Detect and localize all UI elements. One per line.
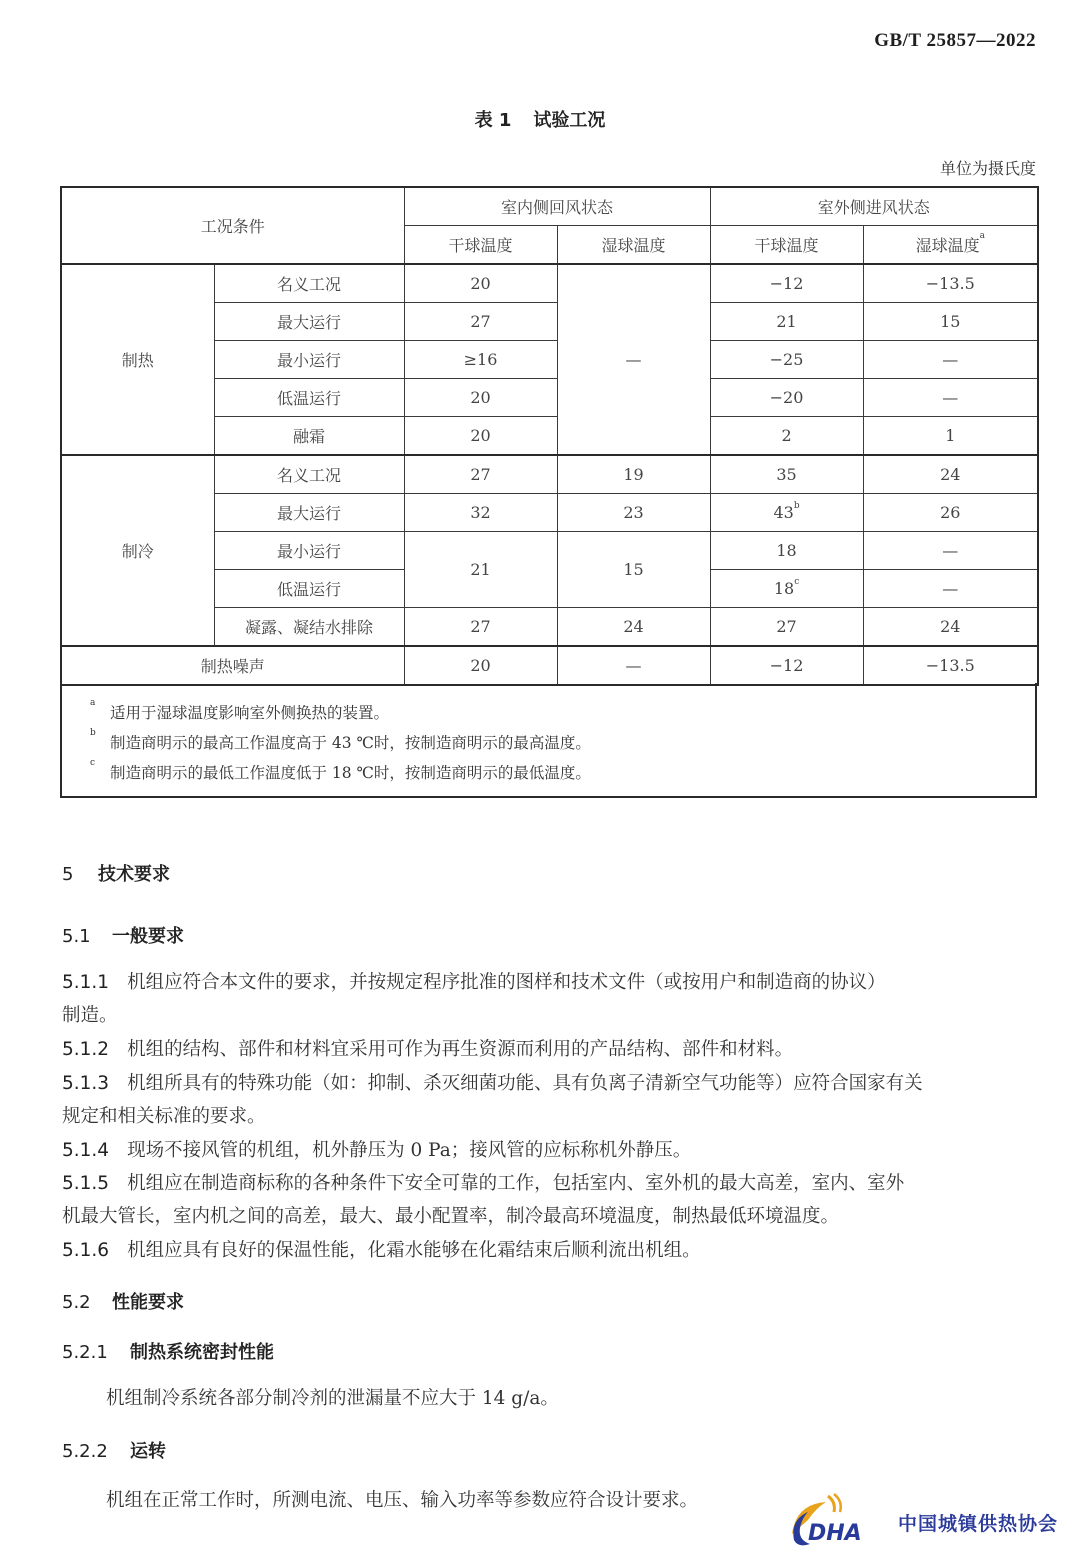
footnote-mark: c [90,758,96,768]
table-row [61,646,1038,685]
cell: 20 [404,417,557,456]
cell: 23 [557,494,710,532]
cell-shared: — [557,264,710,455]
row-name: 名义工况 [214,455,404,494]
group-heating: 制热 [61,264,214,455]
row-name: 最大运行 [214,303,404,341]
footnote-mark: b [793,501,800,511]
cell: 27 [404,608,557,647]
cell-shared: 15 [557,532,710,608]
footnote-mark: a [979,231,985,241]
cell: 26 [863,494,1038,532]
cell: 32 [404,494,557,532]
cell: 27 [404,455,557,494]
cell: 20 [404,379,557,417]
table-note: a 适用于湿球温度影响室外侧换热的装置。 [90,698,390,722]
cell: 27 [404,303,557,341]
cell: ≥16 [404,341,557,379]
header-outdoor-group: 室外侧进风状态 [710,187,1038,226]
table-note: b 制造商明示的最高工作温度高于 43 ℃时，按制造商明示的最高温度。 [90,728,591,752]
row-name: 凝露、凝结水排除 [214,608,404,647]
footnote-mark: b [90,728,96,738]
cell: 24 [863,455,1038,494]
clause-5-1-4: 5.1.4 现场不接风管的机组，机外静压为 0 Pa；接风管的应标称机外静压。 [62,1140,692,1161]
group-cooling: 制冷 [61,455,214,646]
clause-5-1-2: 5.1.2 机组的结构、部件和材料宜采用可作为再生资源而利用的产品结构、部件和材料。 [62,1039,794,1060]
header-outdoor-dry: 干球温度 [710,226,863,265]
cell: −12 [710,264,863,303]
clause-5-1-5: 5.1.5 机组应在制造商标称的各种条件下安全可靠的工作，包括室内、室外机的最大高差，室内、室外 机最大管长，室内机之间的高差，最大、最小配置率，制冷最高环境温度，制热最低环境温度。 [62,1173,905,1227]
test-conditions-table [60,186,1039,686]
cell: 24 [557,608,710,647]
table-name: 试验工况 [533,110,606,131]
cell: 21 [710,303,863,341]
cell-shared: 21 [404,532,557,608]
cell: — [863,570,1038,608]
footnote-mark: c [794,577,800,587]
unit-note: 单位为摄氏度 [939,159,1036,178]
cell: 35 [710,455,863,494]
cell: −20 [710,379,863,417]
clause-5-1-6: 5.1.6 机组应具有良好的保温性能，化霜水能够在化霜结束后顺利流出机组。 [62,1240,701,1261]
table-row [61,264,1038,303]
cell: 18 [710,532,863,570]
header-indoor-wet: 湿球温度 [557,226,710,265]
cell: — [863,532,1038,570]
header-indoor-group: 室内侧回风状态 [404,187,710,226]
row-name: 低温运行 [214,570,404,608]
cell: 43$^b$ [710,494,863,532]
cell: — [863,379,1038,417]
dha-watermark-logo [786,1492,1076,1552]
clause-5-2-2-text: 机组在正常工作时，所测电流、电压、输入功率等参数应符合设计要求。 [106,1490,699,1511]
clause-5-2-1-text: 机组制冷系统各部分制冷剂的泄漏量不应大于 14 g/a。 [106,1388,559,1409]
table-row [61,455,1038,494]
cell: 2 [710,417,863,456]
section-heading-5-2-2: 5.2.2 运转 [62,1441,166,1462]
header-row-1 [61,187,1038,226]
row-name: 名义工况 [214,264,404,303]
section-heading-5-1: 5.1 一般要求 [62,926,184,947]
row-name: 最大运行 [214,494,404,532]
cell: — [557,646,710,685]
cell: 20 [404,264,557,303]
cell: −13.5 [863,264,1038,303]
footnote-mark: a [90,698,96,708]
cell: 19 [557,455,710,494]
cell: 24 [863,608,1038,647]
clause-5-1-3: 5.1.3 机组所具有的特殊功能（如：抑制、杀灭细菌功能、具有负离子清新空气功能等）应符合国家有关 规定和相关标准的要求。 [62,1073,923,1127]
cell: 27 [710,608,863,647]
table-notes [60,683,1037,798]
row-name: 制热噪声 [61,646,404,685]
dha-emblem-icon [786,1492,896,1552]
row-name: 融霜 [214,417,404,456]
clause-5-1-1: 5.1.1 机组应符合本文件的要求，并按规定程序批准的图样和技术文件（或按用户和制造商的协议） 制造。 [62,972,886,1026]
cell: 18$^c$ [710,570,863,608]
header-outdoor-wet: 湿球温度$^a$ [863,226,1038,265]
row-name: 最小运行 [214,341,404,379]
cell: 20 [404,646,557,685]
row-name: 低温运行 [214,379,404,417]
row-name: 最小运行 [214,532,404,570]
logo-letters: DHA [808,1521,862,1546]
section-heading-5-2: 5.2 性能要求 [62,1292,184,1313]
cell: −25 [710,341,863,379]
header-condition: 工况条件 [61,187,404,264]
table-title [0,106,1080,132]
cell: −12 [710,646,863,685]
cell: −13.5 [863,646,1038,685]
cell: 1 [863,417,1038,456]
cell: — [863,341,1038,379]
table-number: 表 1 [474,110,512,131]
cell: 15 [863,303,1038,341]
org-name: 中国城镇供热协会 [898,1513,1059,1535]
header-indoor-dry: 干球温度 [404,226,557,265]
table-note: c 制造商明示的最低工作温度低于 18 ℃时，按制造商明示的最低温度。 [90,758,591,782]
section-heading-5: 5 技术要求 [62,864,170,885]
standard-code: GB/T 25857—2022 [874,30,1036,51]
section-heading-5-2-1: 5.2.1 制热系统密封性能 [62,1342,274,1363]
